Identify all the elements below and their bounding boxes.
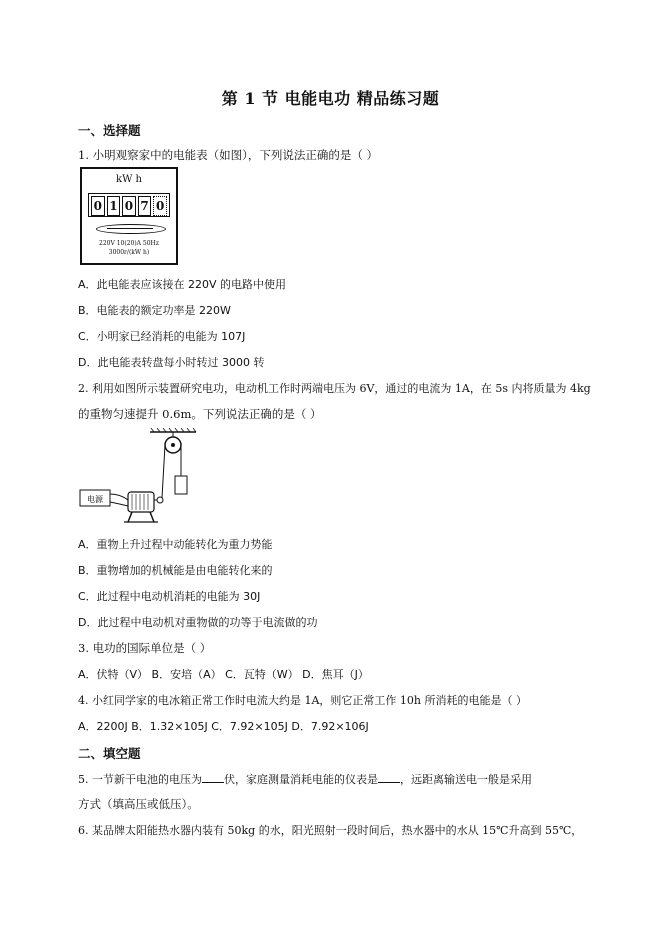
question-5-line1 <box>78 770 532 787</box>
meter-digit-decimal: 0 <box>153 196 167 216</box>
question-4-options: A．2200J B．1.32×105J C．7.92×105J D．7.92×106J <box>78 720 369 733</box>
question-1-option-d: D．此电能表转盘每小时转过 3000 转 <box>78 356 265 369</box>
question-3-options: A．伏特（V） B．安培（A） C．瓦特（W） D．焦耳（J） <box>78 668 369 681</box>
meter-digit: 0 <box>122 196 136 216</box>
question-4-stem: 4. 小红同学家的电冰箱正常工作时电流大约是 1A，则它正常工作 10h 所消耗的电能是（ ） <box>78 694 527 707</box>
pulley-motor-figure <box>78 428 218 526</box>
question-1-stem: 1. 小明观察家中的电能表（如图），下列说法正确的是（ ） <box>78 148 379 162</box>
question-2-option-d: D．此过程中电动机对重物做的功等于电流做的功 <box>78 616 318 629</box>
answer-blank[interactable] <box>202 770 224 783</box>
question-5-text-part2: 伏，家庭测量消耗电能的仪表是 <box>224 773 378 786</box>
question-1-option-a: A．此电能表应该接在 220V 的电路中使用 <box>78 278 287 291</box>
question-6-line1: 6. 某品牌太阳能热水器内装有 50kg 的水，阳光照射一段时间后，热水器中的水从 15℃升高到 55℃， <box>78 824 583 837</box>
section-heading-fill: 二、填空题 <box>78 746 141 761</box>
meter-rate: 3000r/(kW h) <box>108 249 150 256</box>
question-1-option-b: B．电能表的额定功率是 220W <box>78 304 231 317</box>
question-2-option-b: B．重物增加的机械能是由电能转化来的 <box>78 564 273 577</box>
question-3-stem: 3. 电功的国际单位是（ ） <box>78 641 212 655</box>
question-5-line2: 方式（填高压或低压）。 <box>78 797 199 811</box>
answer-blank[interactable] <box>378 770 400 783</box>
meter-digit-display <box>88 193 170 217</box>
page-title: 第 1 节 电能电功 精品练习题 <box>221 89 440 108</box>
question-5-text-part3: ，远距离输送电一般是采用 <box>400 773 532 786</box>
meter-digit: 0 <box>91 196 105 216</box>
question-2-option-a: A．重物上升过程中动能转化为重力势能 <box>78 538 273 551</box>
question-2-stem-line2: 的重物匀速提升 0.6m。下列说法正确的是（ ） <box>78 407 322 421</box>
meter-disc <box>96 224 166 234</box>
question-1-option-c: C．小明家已经消耗的电能为 107J <box>78 330 246 343</box>
question-2-stem-line1: 2. 利用如图所示装置研究电功，电动机工作时两端电压为 6V，通过的电流为 1A，在 5s 内将质量为 4kg <box>78 382 591 395</box>
meter-digit: 7 <box>138 196 152 216</box>
meter-spec: 220V 10(20)A 50Hz <box>99 240 159 247</box>
meter-unit-label: kW h <box>116 174 142 185</box>
question-5-text-part1: 5. 一节新干电池的电压为 <box>78 773 202 786</box>
electric-meter-figure <box>80 167 178 265</box>
section-heading-choice: 一、选择题 <box>78 123 141 138</box>
power-source-label: 电源 <box>87 495 103 504</box>
meter-digit: 1 <box>107 196 121 216</box>
question-2-option-c: C．此过程中电动机消耗的电能为 30J <box>78 590 261 603</box>
